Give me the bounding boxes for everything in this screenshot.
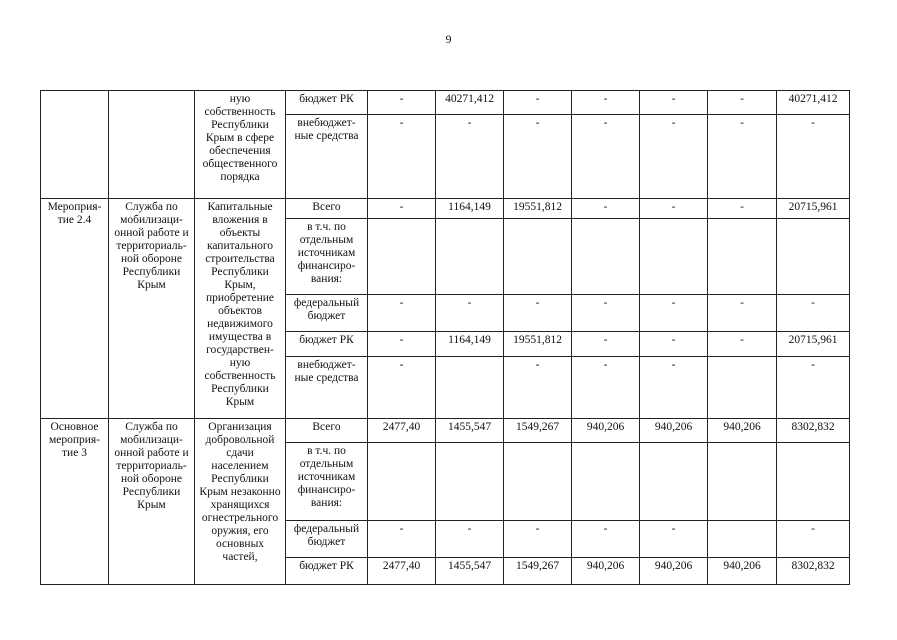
total-cell xyxy=(777,443,850,521)
funding-source-cell: в т.ч. по отдельным источникам финансиро-вания: xyxy=(286,219,368,295)
value-cell: - xyxy=(368,332,436,357)
value-cell: 940,206 xyxy=(708,419,777,443)
value-cell: - xyxy=(572,199,640,219)
value-cell: - xyxy=(504,357,572,419)
value-cell: - xyxy=(640,521,708,558)
funding-source-cell: внебюджет-ные средства xyxy=(286,357,368,419)
total-cell: 8302,832 xyxy=(777,419,850,443)
value-cell: - xyxy=(572,332,640,357)
event-cell: Основное мероприя-тие 3 xyxy=(41,419,109,585)
budget-table xyxy=(40,90,850,585)
value-cell xyxy=(572,219,640,295)
table-row xyxy=(41,419,850,443)
value-cell xyxy=(708,443,777,521)
value-cell: - xyxy=(504,91,572,115)
event-cell xyxy=(41,91,109,199)
value-cell: 1164,149 xyxy=(436,332,504,357)
value-cell: - xyxy=(640,332,708,357)
table-row xyxy=(41,91,850,115)
value-cell xyxy=(708,521,777,558)
value-cell: - xyxy=(368,521,436,558)
value-cell: - xyxy=(436,115,504,199)
funding-source-cell: Всего xyxy=(286,199,368,219)
value-cell: 2477,40 xyxy=(368,558,436,585)
table-row xyxy=(41,199,850,219)
value-cell: - xyxy=(708,332,777,357)
value-cell xyxy=(368,443,436,521)
value-cell: - xyxy=(368,115,436,199)
value-cell: 940,206 xyxy=(640,419,708,443)
value-cell: - xyxy=(708,295,777,332)
total-cell xyxy=(777,219,850,295)
value-cell xyxy=(368,219,436,295)
value-cell: - xyxy=(368,357,436,419)
total-cell: - xyxy=(777,295,850,332)
executor-cell xyxy=(109,91,195,199)
value-cell xyxy=(504,443,572,521)
value-cell: - xyxy=(504,295,572,332)
funding-source-cell: бюджет РК xyxy=(286,332,368,357)
value-cell: - xyxy=(504,521,572,558)
description-cell: ную собственность Республики Крым в сфере обеспечения общественного порядка xyxy=(195,91,286,199)
value-cell xyxy=(572,443,640,521)
value-cell: - xyxy=(436,521,504,558)
value-cell: 1549,267 xyxy=(504,558,572,585)
executor-cell: Служба по мобилизаци-онной работе и территориаль-ной обороне Республики Крым xyxy=(109,419,195,585)
value-cell: - xyxy=(504,115,572,199)
value-cell: - xyxy=(640,91,708,115)
value-cell xyxy=(640,219,708,295)
total-cell: - xyxy=(777,357,850,419)
value-cell xyxy=(708,219,777,295)
value-cell: 940,206 xyxy=(640,558,708,585)
funding-source-cell: федеральный бюджет xyxy=(286,521,368,558)
value-cell: 1455,547 xyxy=(436,419,504,443)
value-cell: - xyxy=(640,357,708,419)
value-cell: - xyxy=(640,199,708,219)
total-cell: 20715,961 xyxy=(777,332,850,357)
event-cell: Мероприя-тие 2.4 xyxy=(41,199,109,419)
funding-source-cell: Всего xyxy=(286,419,368,443)
total-cell: - xyxy=(777,115,850,199)
value-cell: - xyxy=(572,91,640,115)
value-cell: - xyxy=(572,295,640,332)
value-cell: 2477,40 xyxy=(368,419,436,443)
funding-source-cell: бюджет РК xyxy=(286,91,368,115)
value-cell: - xyxy=(640,295,708,332)
value-cell: 940,206 xyxy=(708,558,777,585)
value-cell: 940,206 xyxy=(572,419,640,443)
funding-source-cell: внебюджет-ные средства xyxy=(286,115,368,199)
funding-source-cell: в т.ч. по отдельным источникам финансиро-вания: xyxy=(286,443,368,521)
value-cell xyxy=(436,357,504,419)
value-cell: - xyxy=(572,357,640,419)
value-cell: - xyxy=(368,91,436,115)
value-cell: 40271,412 xyxy=(436,91,504,115)
value-cell xyxy=(640,443,708,521)
funding-source-cell: федеральный бюджет xyxy=(286,295,368,332)
value-cell: - xyxy=(708,91,777,115)
value-cell: - xyxy=(368,199,436,219)
value-cell xyxy=(436,219,504,295)
value-cell: - xyxy=(368,295,436,332)
total-cell: 8302,832 xyxy=(777,558,850,585)
value-cell xyxy=(504,219,572,295)
value-cell: 1455,547 xyxy=(436,558,504,585)
total-cell: - xyxy=(777,521,850,558)
funding-source-cell: бюджет РК xyxy=(286,558,368,585)
value-cell: - xyxy=(436,295,504,332)
value-cell: 19551,812 xyxy=(504,199,572,219)
value-cell: - xyxy=(708,199,777,219)
description-cell: Капитальные вложения в объекты капитального строительства Республики Крым, приобретение объектов недвижимого имущества в государствен-ную собственность Республики Крым xyxy=(195,199,286,419)
value-cell: 19551,812 xyxy=(504,332,572,357)
value-cell: 1164,149 xyxy=(436,199,504,219)
value-cell: - xyxy=(708,115,777,199)
value-cell: 940,206 xyxy=(572,558,640,585)
executor-cell: Служба по мобилизаци-онной работе и территориаль-ной обороне Республики Крым xyxy=(109,199,195,419)
value-cell: 1549,267 xyxy=(504,419,572,443)
value-cell xyxy=(436,443,504,521)
page-number: 9 xyxy=(445,32,452,46)
value-cell: - xyxy=(572,115,640,199)
total-cell: 20715,961 xyxy=(777,199,850,219)
value-cell: - xyxy=(640,115,708,199)
total-cell: 40271,412 xyxy=(777,91,850,115)
value-cell: - xyxy=(572,521,640,558)
description-cell: Организация добровольной сдачи населением Республики Крым незаконно хранящихся огнестрельного оружия, его основных частей, xyxy=(195,419,286,585)
value-cell xyxy=(708,357,777,419)
